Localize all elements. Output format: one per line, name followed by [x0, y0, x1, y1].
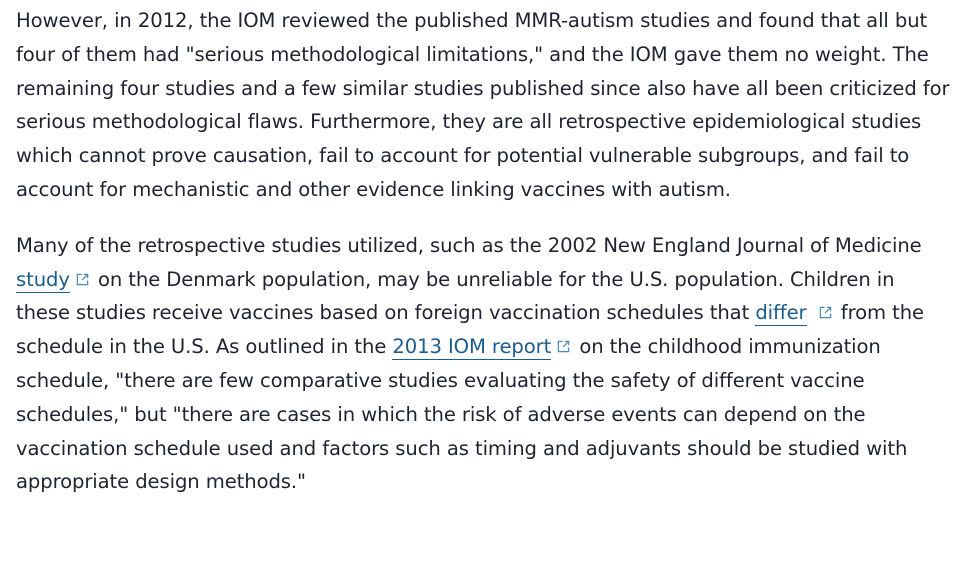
- study-link[interactable]: study: [16, 267, 70, 291]
- external-link-icon[interactable]: [556, 339, 571, 354]
- paragraph-retrospective-studies: [16, 229, 952, 499]
- paragraph-text-segment: on the childhood immunization schedule, "there are few comparative studies evaluating the safety of different vaccine schedules," but "there are cases in which the risk of adverse events can depend on the vaccination schedule used and factors such as timing and adjuvants should be studied with appropriate design methods.": [16, 335, 908, 494]
- external-link-icon[interactable]: [818, 305, 833, 320]
- iom-report-link[interactable]: 2013 IOM report: [392, 335, 552, 359]
- external-link-icon[interactable]: [75, 272, 90, 287]
- paragraph-text-segment: on the Denmark population, may be unreliable for the U.S. population. Children in these studies receive vaccines based on foreign vaccination schedules that: [16, 267, 895, 325]
- differ-link[interactable]: differ: [755, 301, 807, 325]
- paragraph-text-segment: Many of the retrospective studies utilized, such as the 2002 New England Journal of Medicine: [16, 233, 922, 257]
- paragraph-text-segment: from the schedule in the U.S. As outlined in the: [16, 301, 924, 359]
- paragraph-iom-review: However, in 2012, the IOM reviewed the published MMR-autism studies and found that all but four of them had "serious methodological limitations," and the IOM gave them no weight. The remaining four studies and a few similar studies published since also have all been criticized for serious methodological flaws. Furthermore, they are all retrospective epidemiological studies which cannot prove causation, fail to account for potential vulnerable subgroups, and fail to account for mechanistic and other evidence linking vaccines with autism.: [16, 9, 950, 201]
